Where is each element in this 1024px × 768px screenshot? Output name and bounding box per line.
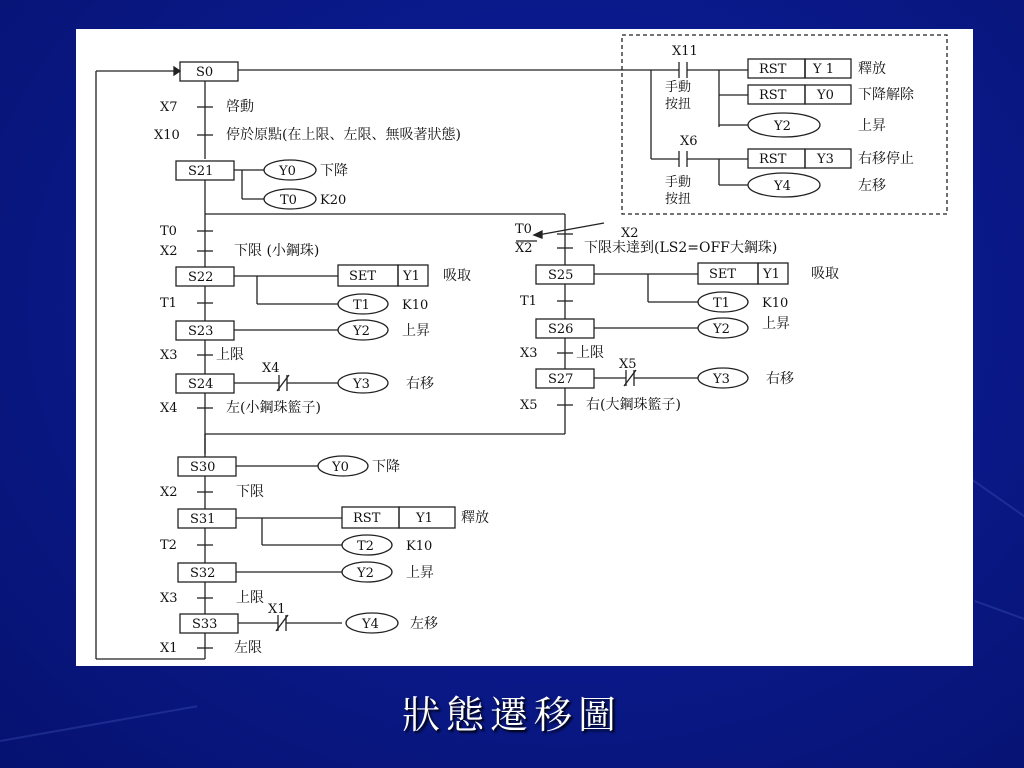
right-cond-right-text: 右(大鋼珠籃子)	[586, 397, 681, 413]
lower-left-move: 左移	[410, 616, 438, 632]
left-right: 右移	[406, 376, 434, 392]
cond-x7: X7	[160, 100, 178, 115]
lower-cond-left-limit: 左限	[234, 640, 262, 656]
legend-manual2-line1: 手動	[665, 175, 692, 190]
right-t1-k: K10	[762, 296, 789, 311]
lower-down: 下降	[372, 459, 400, 475]
right-cond-lower-text: 下限未達到(LS2=OFF大鋼珠)	[584, 240, 778, 256]
right-x2-top: X2	[621, 226, 639, 241]
right-cond-t0: T0	[515, 222, 532, 237]
left-y3: Y3	[353, 377, 370, 392]
step-s21-label: S21	[188, 164, 214, 179]
step-s32-label: S32	[190, 566, 216, 581]
cond-start-text: 啓動	[226, 99, 254, 115]
lower-cond-upper-text: 上限	[236, 590, 264, 606]
timer-t0: T0	[280, 193, 297, 208]
step-s33-label: S33	[192, 617, 218, 632]
left-x4-contact: X4	[262, 361, 280, 376]
right-y3: Y3	[713, 372, 730, 387]
right-t1: T1	[713, 296, 730, 311]
left-branch	[160, 214, 471, 454]
lower-cond-lower-text: 下限	[236, 484, 264, 500]
legend-y1: Y 1	[813, 62, 834, 77]
left-cond-t0: T0	[160, 224, 177, 239]
lower-cond-x2: X2	[160, 485, 178, 500]
right-up: 上昇	[762, 316, 790, 332]
lower-y4: Y4	[362, 617, 379, 632]
legend-release-down: 下降解除	[858, 87, 914, 103]
left-cond-lower-text: 下限 (小鋼珠)	[234, 243, 320, 259]
slide-caption: 狀態遷移圖	[401, 693, 622, 737]
step-s26-label: S26	[548, 322, 574, 337]
background-streak	[974, 600, 1024, 636]
right-cond-upper-text: 上限	[576, 345, 604, 361]
legend-stop-right: 右移停止	[858, 151, 914, 167]
left-cond-x4: X4	[160, 401, 178, 416]
right-x5-contact: X5	[619, 357, 637, 372]
cond-x10: X10	[154, 128, 180, 143]
step-s23-label: S23	[188, 324, 214, 339]
legend-rst-2: RST	[759, 88, 787, 103]
right-y2: Y2	[713, 322, 730, 337]
legend-left: 左移	[858, 178, 886, 194]
left-set-y1: Y1	[403, 269, 420, 284]
left-t1-k: K10	[402, 298, 429, 313]
step-s0-label: S0	[196, 65, 214, 80]
lower-y2: Y2	[357, 566, 374, 581]
right-suck: 吸取	[811, 266, 839, 282]
cond-origin-text: 停於原點(在上限、左限、無吸著狀態)	[226, 127, 461, 143]
right-set-y1: Y1	[763, 267, 780, 282]
legend-manual1-line2: 按扭	[665, 97, 692, 112]
lower-up: 上昇	[406, 565, 434, 581]
right-right: 右移	[766, 371, 794, 387]
legend-rst-1: RST	[759, 62, 787, 77]
left-up: 上昇	[402, 323, 430, 339]
legend-manual1-line1: 手動	[665, 80, 692, 95]
legend-y0: Y0	[817, 88, 834, 103]
lower-cond-x3: X3	[160, 591, 178, 606]
legend-y3: Y3	[817, 152, 834, 167]
legend-up: 上昇	[858, 118, 886, 134]
lower-cond-t2: T2	[160, 538, 177, 553]
timer-t0-k: K20	[320, 193, 347, 208]
left-cond-left-text: 左(小鋼珠籃子)	[226, 400, 321, 416]
right-cond-x2: X2	[515, 241, 533, 256]
lower-rst: RST	[353, 511, 381, 526]
coil-y0: Y0	[279, 164, 296, 179]
step-s24-label: S24	[188, 377, 214, 392]
left-cond-x3: X3	[160, 348, 178, 363]
lower-t2-k: K10	[406, 539, 433, 554]
coil-y0-desc: 下降	[320, 163, 348, 179]
step-s25-label: S25	[548, 268, 574, 283]
legend-release: 釋放	[858, 61, 886, 77]
state-transition-diagram	[76, 29, 973, 666]
lower-cond-x1: X1	[160, 641, 178, 656]
left-cond-upper-text: 上限	[216, 347, 244, 363]
left-set: SET	[349, 269, 377, 284]
legend-box	[238, 35, 947, 214]
left-cond-x2: X2	[160, 244, 178, 259]
step-s31-label: S31	[190, 512, 216, 527]
legend-y4: Y4	[774, 179, 791, 194]
lower-sequence	[160, 434, 489, 659]
left-suck: 吸取	[443, 268, 471, 284]
left-y2: Y2	[353, 324, 370, 339]
right-cond-t1: T1	[520, 294, 537, 309]
legend-manual2-line2: 按扭	[665, 192, 692, 207]
right-cond-x5: X5	[520, 398, 538, 413]
left-t1: T1	[353, 298, 370, 313]
step-s22-label: S22	[188, 270, 214, 285]
step-s30-label: S30	[190, 460, 216, 475]
lower-rst-y1: Y1	[416, 511, 433, 526]
legend-x11-label: X11	[672, 44, 698, 59]
lower-y0: Y0	[332, 460, 349, 475]
right-cond-x3: X3	[520, 346, 538, 361]
left-cond-t1: T1	[160, 296, 177, 311]
right-set: SET	[709, 267, 737, 282]
legend-x6-label: X6	[680, 134, 698, 149]
step-s27-label: S27	[548, 372, 574, 387]
lower-t2: T2	[357, 539, 374, 554]
legend-y2: Y2	[774, 119, 791, 134]
legend-rst-3: RST	[759, 152, 787, 167]
lower-release: 釋放	[461, 510, 489, 526]
lower-x1-contact: X1	[268, 602, 286, 617]
